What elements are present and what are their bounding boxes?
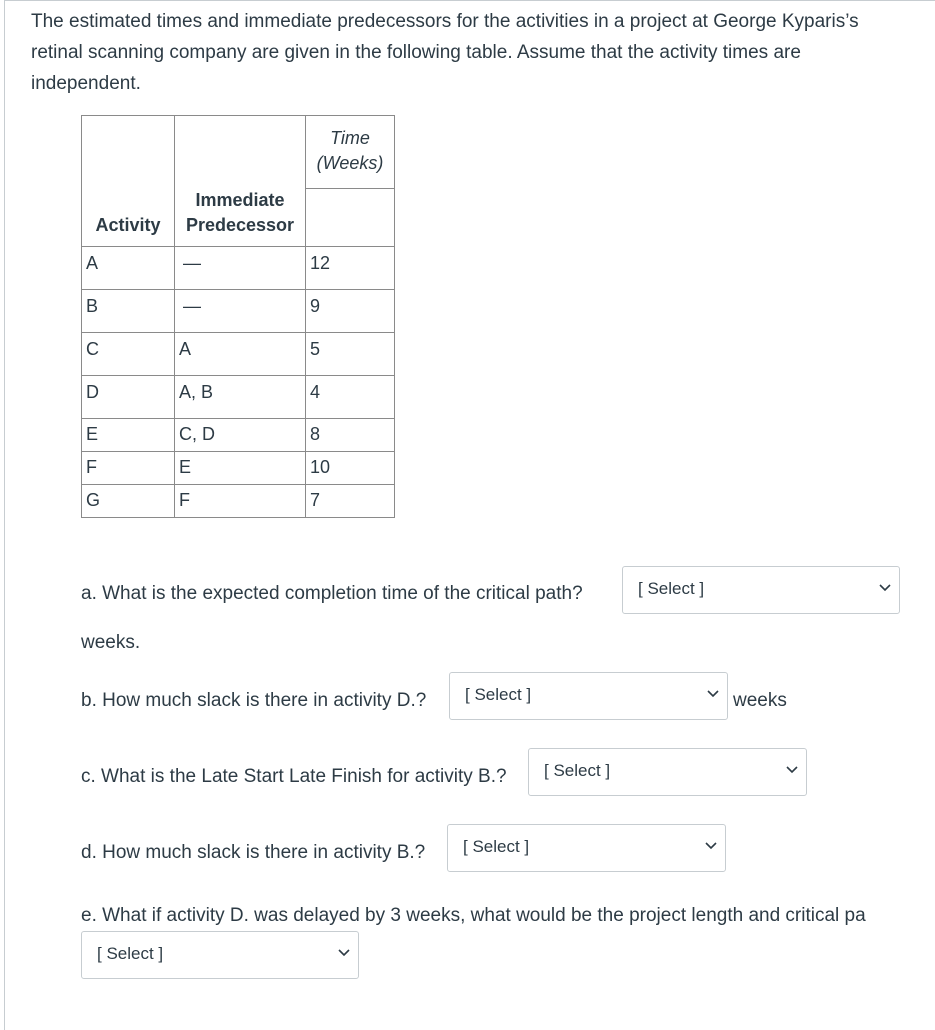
activity-table [81, 115, 395, 518]
question-a-suffix: weeks. [81, 632, 141, 653]
question-e-select-label: [ Select ] [97, 944, 164, 963]
table-row [82, 485, 395, 518]
chevron-down-icon [705, 841, 717, 850]
chevron-down-icon [707, 689, 719, 698]
cell-time: 12 [310, 253, 331, 273]
table-body [82, 247, 395, 518]
cell-activity: A [86, 253, 99, 273]
question-b-select[interactable] [449, 672, 728, 720]
cell-activity: C [86, 339, 99, 359]
question-e-text: e. What if activity D. was delayed by 3 weeks, what would be the project length and critical pa [81, 905, 866, 926]
cell-predecessor: — [183, 253, 201, 273]
chevron-down-icon [338, 948, 350, 957]
cell-activity: F [86, 457, 97, 477]
predecessor-header: Immediate Predecessor [185, 190, 295, 235]
cell-predecessor: A [179, 339, 192, 359]
table-row [82, 290, 395, 333]
question-a-select[interactable] [622, 566, 900, 614]
question-b-select-label: [ Select ] [465, 685, 532, 704]
question-d-select-label: [ Select ] [463, 837, 530, 856]
cell-time: 5 [310, 339, 321, 359]
question-b-text: b. How much slack is there in activity D.? [81, 690, 427, 711]
cell-predecessor: E [179, 457, 192, 477]
cell-time: 4 [310, 382, 321, 402]
question-d-select[interactable] [447, 824, 726, 872]
activity-header: Activity [95, 215, 161, 235]
intro-paragraph: The estimated times and immediate predecessors for the activities in a project at George Kyparis’s retinal scanning company are given in the following table. Assume that the activity times are independent. [31, 11, 859, 94]
cell-predecessor: — [183, 296, 201, 316]
question-a-text: a. What is the expected completion time of the critical path? [81, 583, 583, 604]
time-header: Time (Weeks) [316, 128, 384, 173]
question-c-text: c. What is the Late Start Late Finish for activity B.? [81, 766, 507, 787]
cell-time: 7 [310, 490, 321, 510]
cell-activity: D [86, 382, 99, 402]
table-header-row-labels [82, 188, 395, 247]
table-row [82, 419, 395, 452]
chevron-down-icon [786, 765, 798, 774]
cell-time: 8 [310, 424, 321, 444]
question-e-select[interactable] [81, 931, 359, 979]
question-d-text: d. How much slack is there in activity B.? [81, 842, 426, 863]
question-b-suffix: weeks [733, 690, 787, 711]
cell-activity: G [86, 490, 101, 510]
table-row [82, 452, 395, 485]
question-c-select-label: [ Select ] [544, 761, 611, 780]
table-row [82, 376, 395, 419]
cell-predecessor: A, B [179, 382, 214, 402]
table-row [82, 247, 395, 290]
question-a-select-label: [ Select ] [638, 579, 705, 598]
question-c-select[interactable] [528, 748, 807, 796]
cell-activity: E [86, 424, 99, 444]
cell-predecessor: C, D [179, 424, 215, 444]
table-header-row-time [82, 116, 395, 189]
chevron-down-icon [879, 583, 891, 592]
cell-time: 10 [310, 457, 331, 477]
cell-predecessor: F [179, 490, 190, 510]
table-row [82, 333, 395, 376]
cell-time: 9 [310, 296, 321, 316]
cell-activity: B [86, 296, 99, 316]
